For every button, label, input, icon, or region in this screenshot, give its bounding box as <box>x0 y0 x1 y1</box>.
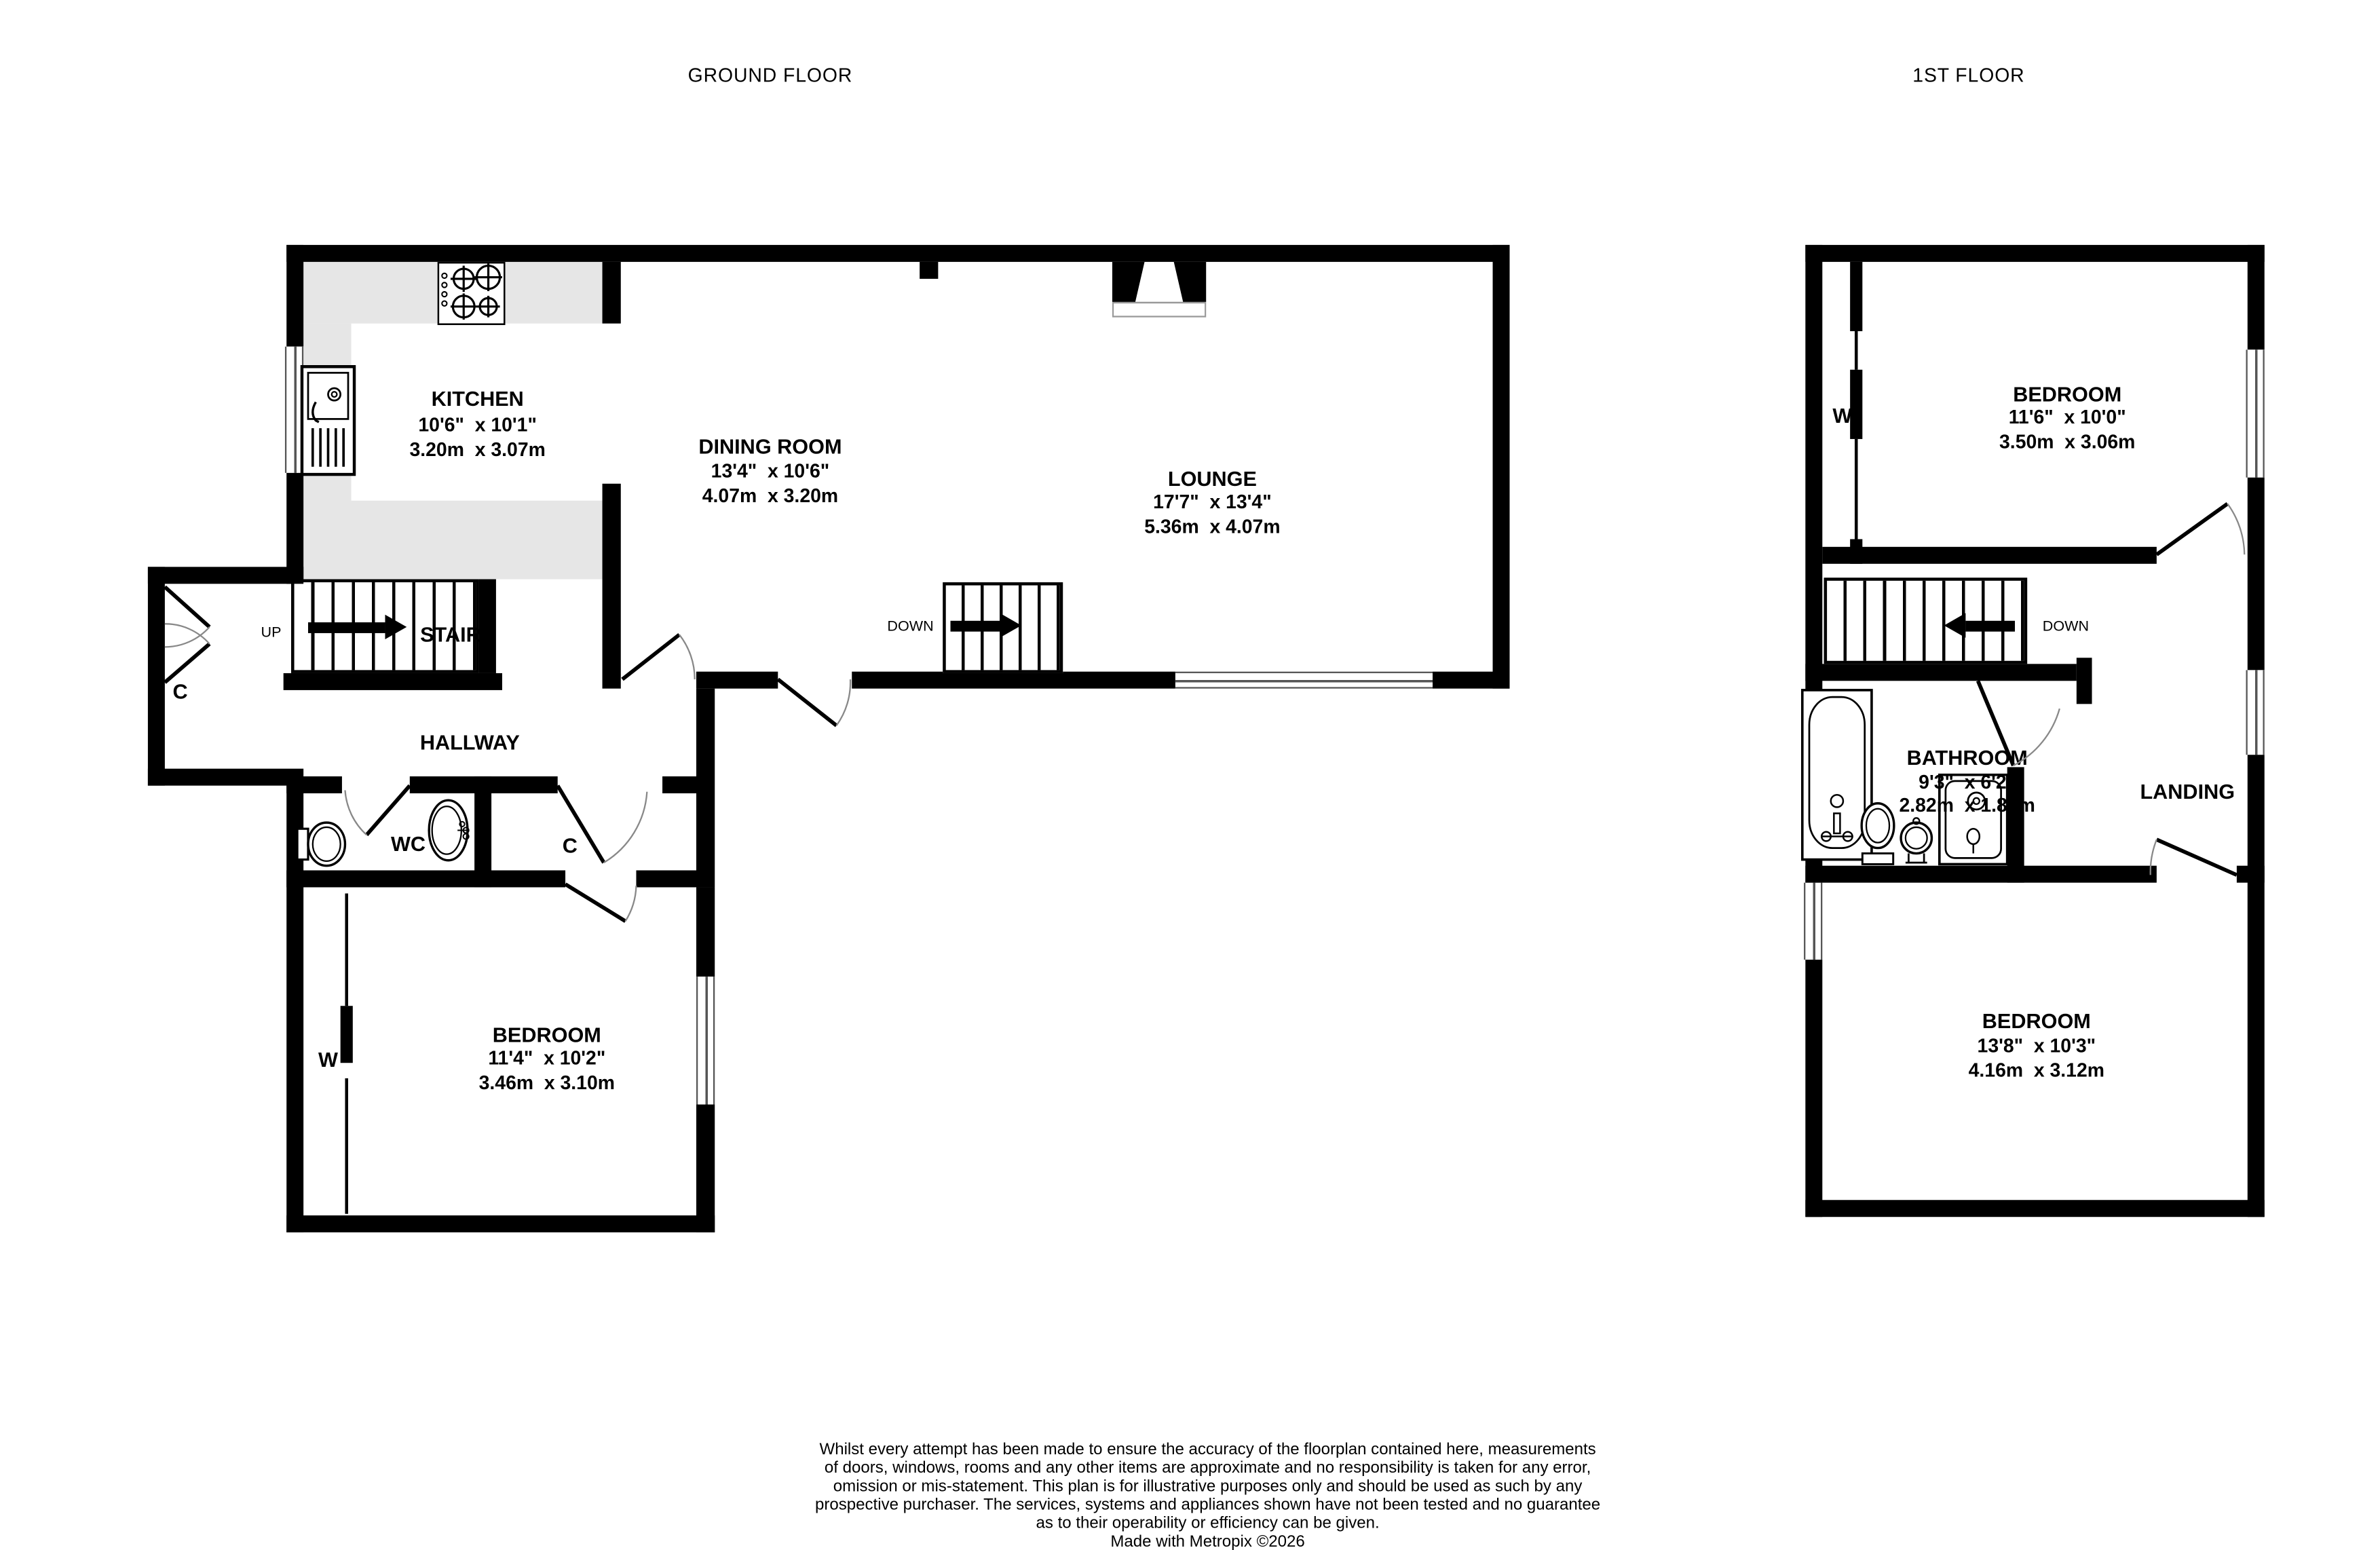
bathroom-size-imperial: 9'3" x 6'2" <box>1919 772 2016 793</box>
bedroom-size-metric: 3.46m x 3.10m <box>478 1072 615 1094</box>
stairs-label: STAIRS <box>420 623 495 647</box>
lounge-label: LOUNGE <box>1167 467 1257 491</box>
disclaimer-line: of doors, windows, rooms and any other items are approximate and no responsibility is taken for any error, <box>824 1458 1591 1477</box>
wardrobe-label: W <box>1832 404 1853 428</box>
kitchen-size-imperial: 10'6" x 10'1" <box>418 414 537 436</box>
kitchen-label: KITCHEN <box>431 387 524 411</box>
disclaimer-line: Whilst every attempt has been made to ensure the accuracy of the floorplan contained here, measurements <box>819 1440 1596 1459</box>
metropix-credit: Made with Metropix ©2026 <box>1110 1532 1305 1550</box>
lounge-size-metric: 5.36m x 4.07m <box>1144 516 1281 538</box>
closet-label: C <box>562 834 578 858</box>
bedroom-label: BEDROOM <box>2013 383 2122 407</box>
bedroom-size-metric: 4.16m x 3.12m <box>1968 1059 2104 1082</box>
dining-room-label: DINING ROOM <box>698 435 842 459</box>
dining-room-size-metric: 4.07m x 3.20m <box>702 485 839 507</box>
wc-label: WC <box>390 832 426 856</box>
first-floor-title: 1ST FLOOR <box>1912 64 2025 87</box>
lounge-size-imperial: 17'7" x 13'4" <box>1153 491 1272 513</box>
down-label: DOWN <box>887 618 934 636</box>
disclaimer-line: prospective purchaser. The services, systems and appliances shown have not been tested and no guarantee <box>814 1496 1601 1515</box>
kitchen-size-metric: 3.20m x 3.07m <box>409 438 546 461</box>
bedroom-label: BEDROOM <box>1982 1009 2091 1033</box>
wardrobe-label: W <box>318 1048 338 1072</box>
bedroom-label: BEDROOM <box>492 1023 601 1047</box>
dining-room-size-imperial: 13'4" x 10'6" <box>711 460 830 483</box>
disclaimer-line: as to their operability or efficiency can be given. <box>1036 1514 1380 1533</box>
bathroom-size-metric: 2.82m x 1.87m <box>1899 795 2035 817</box>
bedroom-size-metric: 3.50m x 3.06m <box>1999 431 2136 453</box>
bedroom-size-imperial: 13'8" x 10'3" <box>1977 1035 2096 1057</box>
bedroom-size-imperial: 11'6" x 10'0" <box>2008 407 2126 429</box>
door-leaf <box>165 504 2237 921</box>
down-label: DOWN <box>2042 618 2090 636</box>
bathroom-label: BATHROOM <box>1906 746 2028 770</box>
hallway-label: HALLWAY <box>419 731 520 755</box>
door-arc <box>165 504 2244 921</box>
bedroom-size-imperial: 11'4" x 10'2" <box>488 1047 606 1070</box>
closet-label: C <box>172 680 188 704</box>
up-label: UP <box>261 624 282 642</box>
ground-floor-title: GROUND FLOOR <box>687 64 853 87</box>
disclaimer-line: omission or mis-statement. This plan is for illustrative purposes only and should be used as such by any <box>833 1477 1583 1496</box>
landing-label: LANDING <box>2140 780 2235 804</box>
